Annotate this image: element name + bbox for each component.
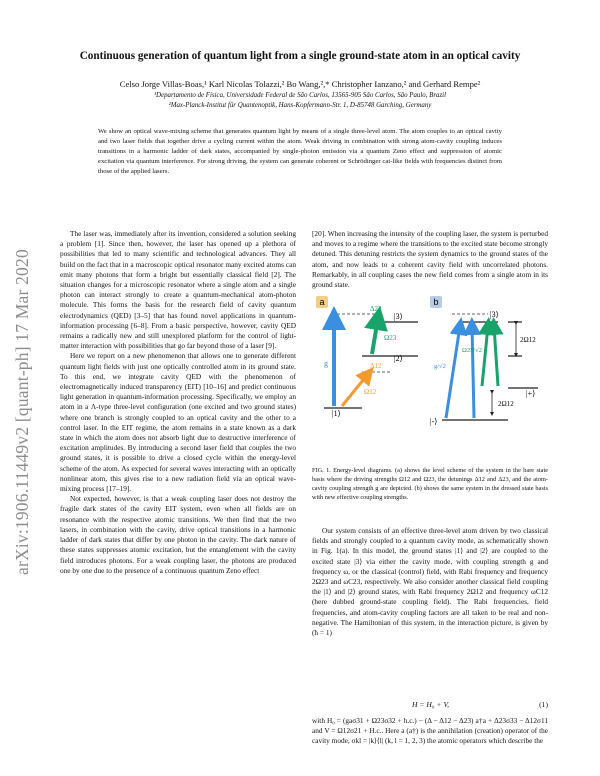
panel-b-state-3: |3⟩: [490, 310, 499, 319]
panel-b-2omega12-bottom: 2Ω12: [498, 400, 514, 408]
paragraph: with H₀ = (gaσ31 + Ω23σ32 + h.c.) − (Δ − Δ12 − Δ23) a†a + Δ23σ33 − Δ12σ11 and V = Ω12σ21 + H.c.. Here a (a†) is the annihilation (creation) operator of the cavity mode, σkl = |k⟩⟨l| (k, l = 1, 2, 3) the atomic operators which describe the: [312, 716, 548, 746]
panel-b-minus: |-⟩: [430, 417, 438, 426]
affiliation-2: ²Max-Planck-Institut für Quantenoptik, Hans-Kopfermann-Str. 1, D-85748 Garching, Germany: [168, 102, 432, 109]
equation-1-body: H = H₀ + V,: [412, 700, 450, 709]
abstract: We show an optical wave-mixing scheme that generates quantum light by means of a single three-level atom. The atom couples to an optical cavity and two laser fields that together drive a cycling current within the atom. Weak driving in combination with strong atom-cavity coupling induces transitions in a harmonic ladder of dark states, accompanied by single-photon emission via a quantum Zeno effect and suppression of atomic excitation via quantum interference. For strong driving, the system can generate coherent or Schrödinger cat-like fields with frequencies distinct from those of the applied lasers.: [98, 128, 502, 175]
panel-a-state-2: |2⟩: [394, 354, 403, 363]
paragraph: Our system consists of an effective three-level atom driven by two classical fields and strongly coupled to a quantum cavity mode, as schematically shown in Fig. 1(a). In this model, the ground states |1⟩ and |2⟩ are coupled to the excited state |3⟩ via either the cavity mode, with coupling strength g and frequency ω, or the classical (control) field, with Rabi frequency and frequency 2Ω23 and ωC23, respectively. We also consider another classical field coupling the |1⟩ and |2⟩ ground states, with Rabi frequency 2Ω12 and frequency ωC12 (here dubbed ground-state coupling field). The Rabi frequencies, field frequencies, and atom-cavity coupling factors are all taken to be real and non-negative. The Hamiltonian of this system, in the interaction picture, is given by (ħ = 1): [312, 526, 548, 638]
figure-1-caption: FIG. 1. Energy-level diagrams. (a) shows the level scheme of the system in the bare state basis where the driving strengths Ω12 and Ω23, the detunings Δ12 and Δ23, and the atom-cavity coupling strength g are depicted. (b) shows the same system in the dressed state basis with new effective coupling strengths.: [312, 467, 548, 501]
paragraph: Not expected, however, is that a weak coupling laser does not destroy the fragile dark states of the cavity EIT system, even when all fields are on resonance with the respective atomic transitions. We then find that the two lasers, in combination with the cavity, drive optical transitions in a harmonic ladder of dark states that differ by one photon in the cavity. The dark nature of these states suppresses atomic excitation, but the entanglement with the cavity field introduces photons. For a weak coupling laser, the photons are produced one by one due to the presence of a continuous quantum Zeno effect: [60, 494, 296, 575]
panel-a-omega23: Ω23: [384, 334, 397, 342]
panel-a-state-3: |3⟩: [394, 312, 403, 321]
right-column-top: [312, 229, 548, 290]
figure-1-energy-diagrams: [312, 292, 548, 462]
panel-a-g-label: g: [324, 359, 328, 368]
panel-a-tag: a: [319, 297, 325, 307]
panel-b: [430, 296, 538, 426]
panel-b-g-sqrt2: g/√2: [434, 363, 446, 370]
panel-b-2omega12-top: 2Ω12: [520, 336, 536, 344]
control-field-arrow: [372, 318, 378, 354]
panel-a-state-1: |1⟩: [332, 409, 341, 418]
paragraph: Here we report on a new phenomenon that allows one to generate different quantum light fields with just one optically controlled atom in its ground state. To this end, we integrate cavity QED with the phenomenon of electromagnetically induced transparency (EIT) [10–16] and predict continuous light generation in quantum-information processing. Specifically, we employ an atom in a Λ-type three-level configuration (one excited and two ground states) where one branch is strongly coupled to an optical cavity and the other to a control laser. In the EIT regime, the atom remains in a state known as a dark state in which the atom does not absorb light due to destructive interference of excitation amplitudes. By introducing a second laser field that couples the two ground states, it is possible to drive a closed cycle within the energy-level scheme of the atom. As expected for several waves interacting with an optically nonlinear atom, this gives rise to a new radiation field via an optical wave-mixing process [17–19].: [60, 351, 296, 494]
arxiv-id: arXiv:1906.11449v2 [quant-ph] 17 Mar 2020: [12, 249, 32, 575]
left-column: [60, 229, 296, 576]
right-column-end: [312, 716, 548, 747]
panel-b-plus: |+⟩: [526, 389, 536, 398]
paragraph: The laser was, immediately after its invention, considered a solution seeking a problem [1]. Since then, however, the laser has opened up a plethora of possibilities that led to many scientific and technological advances. They all build on the fact that in a macroscopic optical resonator many excited atoms can emit many photons that form a bright but essentially classical field [2]. The situation changes for a microscopic resonator where a single atom and a single photon can interact strongly to create a quantum-mechanical atom-photon molecule. This forms the basis for the research field of cavity quantum electrodynamics (QED) [3–5] that has found novel applications in quantum-information processing [6–8]. From a basic perspective, however, cavity QED remains a radically new and still unexplored platform for the control of light-matter interaction with possibilities that go far beyond those of a laser [9].: [60, 229, 296, 351]
paper-title: Continuous generation of quantum light from a single ground-state atom in an optical cavity: [79, 50, 521, 62]
panel-a-delta23: Δ23: [370, 305, 382, 313]
affiliation-1: ¹Departamento de Física, Universidade Federal de São Carlos, 13565-905 São Carlos, São Paulo, Brazil: [153, 92, 447, 99]
right-column-bottom: [312, 526, 548, 638]
equation-1-number: (1): [539, 700, 548, 709]
panel-a-omega12: Ω12: [364, 388, 377, 396]
arxiv-sidebar-stamp: [8, 185, 38, 575]
panel-b-omega23-sqrt2: Ω23/√2: [462, 347, 482, 354]
panel-a: [316, 296, 418, 418]
panel-b-tag: b: [433, 297, 439, 307]
panel-a-delta12: Δ12: [370, 362, 382, 370]
paragraph: [20]. When increasing the intensity of the coupling laser, the system is perturbed and moves to a regime where the transitions to the excited state become strongly detuned. This detuning restricts the system dynamics to the ground states of the atom, and now leads to a coherent cavity field with uncorrelated photons. Remarkably, in all coupling cases the new field comes from a single atom in its ground state.: [312, 229, 548, 290]
author-list: Celso Jorge Villas-Boas,¹ Karl Nicolas Tolazzi,² Bo Wang,²,* Christopher Ianzano,² and Gerhard Rempe²: [119, 79, 481, 89]
